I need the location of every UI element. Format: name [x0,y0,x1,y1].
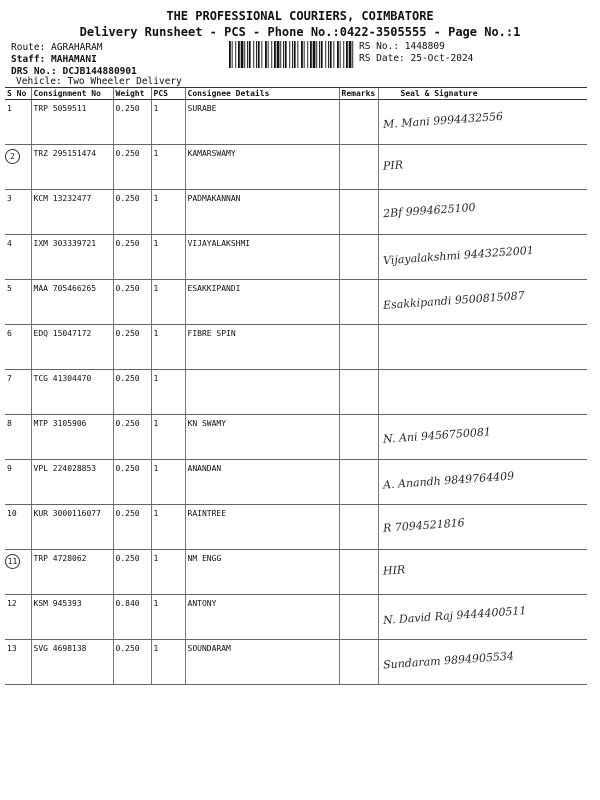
weight: 0.250 [113,325,151,370]
row-sno [5,280,31,325]
table-row [5,370,587,415]
row-sno [5,595,31,640]
pcs: 1 [151,460,185,505]
pcs: 1 [151,190,185,235]
table-header-row [5,88,587,100]
remarks [339,595,378,640]
remarks [339,280,378,325]
rs-date: RS Date: 25-Oct-2024 [359,53,474,64]
route-info: Route: AGRAHARAM [11,42,103,53]
signature [378,550,587,595]
weight: 0.250 [113,190,151,235]
signature [378,190,587,235]
remarks [339,190,378,235]
serial-number: 4 [7,239,12,248]
consignee-details: SOUNDARAM [185,640,339,685]
weight: 0.250 [113,415,151,460]
consignee-details: ANTONY [185,595,339,640]
handwritten-signature: Esakkipandi 9500815087 [382,289,525,312]
pcs: 1 [151,505,185,550]
handwritten-signature: R 7094521816 [382,516,465,535]
weight: 0.250 [113,640,151,685]
remarks [339,100,378,145]
pcs: 1 [151,370,185,415]
col-header-remarks: Remarks [339,88,378,100]
signature [378,145,587,190]
pcs: 1 [151,550,185,595]
consignment-no: KUR 3000116077 [31,505,113,550]
signature [378,370,587,415]
signature [378,280,587,325]
weight: 0.250 [113,550,151,595]
table-row [5,190,587,235]
signature [378,505,587,550]
signature [378,640,587,685]
row-sno [5,190,31,235]
consignment-no: KCM 13232477 [31,190,113,235]
serial-number: 13 [7,644,17,653]
consignment-no: TRZ 295151474 [31,145,113,190]
table-row [5,235,587,280]
consignment-no: TRP 5059511 [31,100,113,145]
remarks [339,325,378,370]
handwritten-signature: HIR [382,563,406,578]
serial-number: 11 [5,554,20,569]
remarks [339,370,378,415]
consignment-no: EDQ 15047172 [31,325,113,370]
col-header-signature: Seal & Signature [378,88,587,100]
serial-number: 1 [7,104,12,113]
table-row [5,280,587,325]
row-sno [5,370,31,415]
row-sno [5,325,31,370]
serial-number: 5 [7,284,12,293]
consignment-no: MTP 3105906 [31,415,113,460]
row-sno [5,415,31,460]
pcs: 1 [151,325,185,370]
weight: 0.250 [113,370,151,415]
table-row [5,640,587,685]
consignee-details: PADMAKANNAN [185,190,339,235]
weight: 0.250 [113,280,151,325]
handwritten-signature: 2Bf 9994625100 [382,200,476,221]
vehicle-info: Vehicle: Two Wheeler Delivery [16,76,182,87]
table-row [5,100,587,145]
pcs: 1 [151,595,185,640]
handwritten-signature: Sundaram 9894905534 [382,649,514,672]
signature [378,595,587,640]
weight: 0.250 [113,100,151,145]
signature [378,415,587,460]
serial-number: 6 [7,329,12,338]
company-title: THE PROFESSIONAL COURIERS, COIMBATORE [166,9,434,23]
table-row [5,460,587,505]
handwritten-signature: PIR [382,158,403,173]
consignee-details: ANANDAN [185,460,339,505]
signature [378,325,587,370]
consignment-no: SVG 4698138 [31,640,113,685]
consignee-details: KAMARSWAMY [185,145,339,190]
row-sno [5,100,31,145]
consignment-no: TRP 4728062 [31,550,113,595]
runsheet-subtitle: Delivery Runsheet - PCS - Phone No.:0422-3505555 - Page No.:1 [79,25,521,39]
weight: 0.250 [113,460,151,505]
consignment-no: MAA 705466265 [31,280,113,325]
handwritten-signature: N. David Raj 9444400511 [382,604,527,627]
barcode-icon [228,41,355,68]
consignee-details: NM ENGG [185,550,339,595]
remarks [339,415,378,460]
row-sno [5,145,31,190]
table-row [5,145,587,190]
runsheet-table [5,87,587,685]
rs-number: RS No.: 1448809 [359,41,445,52]
handwritten-signature: N. Ani 9456750081 [382,425,491,446]
remarks [339,145,378,190]
consignment-no: KSM 945393 [31,595,113,640]
pcs: 1 [151,145,185,190]
serial-number: 7 [7,374,12,383]
table-row [5,505,587,550]
row-sno [5,505,31,550]
pcs: 1 [151,235,185,280]
remarks [339,640,378,685]
consignment-no: VPL 224028853 [31,460,113,505]
remarks [339,235,378,280]
pcs: 1 [151,100,185,145]
serial-number: 8 [7,419,12,428]
col-header-consignment: Consignment No [31,88,113,100]
signature [378,100,587,145]
consignee-details: KN SWAMY [185,415,339,460]
consignee-details [185,370,339,415]
row-sno [5,235,31,280]
serial-number: 2 [5,149,20,164]
consignment-no: TCG 41304470 [31,370,113,415]
serial-number: 10 [7,509,17,518]
consignee-details: FIBRE SPIN [185,325,339,370]
signature [378,235,587,280]
weight: 0.250 [113,235,151,280]
row-sno [5,640,31,685]
consignee-details: VIJAYALAKSHMI [185,235,339,280]
consignee-details: SURABE [185,100,339,145]
weight: 0.250 [113,505,151,550]
table-row [5,595,587,640]
remarks [339,505,378,550]
row-sno [5,550,31,595]
drs-number: DRS No.: DCJB144880901 [11,66,137,77]
signature [378,460,587,505]
handwritten-signature: A. Anandh 9849764409 [382,469,515,492]
staff-info: Staff: MAHAMANI [11,54,97,65]
pcs: 1 [151,640,185,685]
col-header-pcs: PCS [151,88,185,100]
pcs: 1 [151,415,185,460]
handwritten-signature: Vijayalakshmi 9443252001 [382,243,534,268]
handwritten-signature: M. Mani 9994432556 [382,109,503,132]
table-row [5,415,587,460]
serial-number: 3 [7,194,12,203]
serial-number: 9 [7,464,12,473]
remarks [339,460,378,505]
consignee-details: RAINTREE [185,505,339,550]
pcs: 1 [151,280,185,325]
col-header-weight: Weight [113,88,151,100]
table-row [5,325,587,370]
table-row [5,550,587,595]
row-sno [5,460,31,505]
weight: 0.250 [113,145,151,190]
weight: 0.840 [113,595,151,640]
col-header-sno: S No [5,88,31,100]
remarks [339,550,378,595]
consignment-no: IXM 303339721 [31,235,113,280]
consignee-details: ESAKKIPANDI [185,280,339,325]
col-header-consignee: Consignee Details [185,88,339,100]
serial-number: 12 [7,599,17,608]
